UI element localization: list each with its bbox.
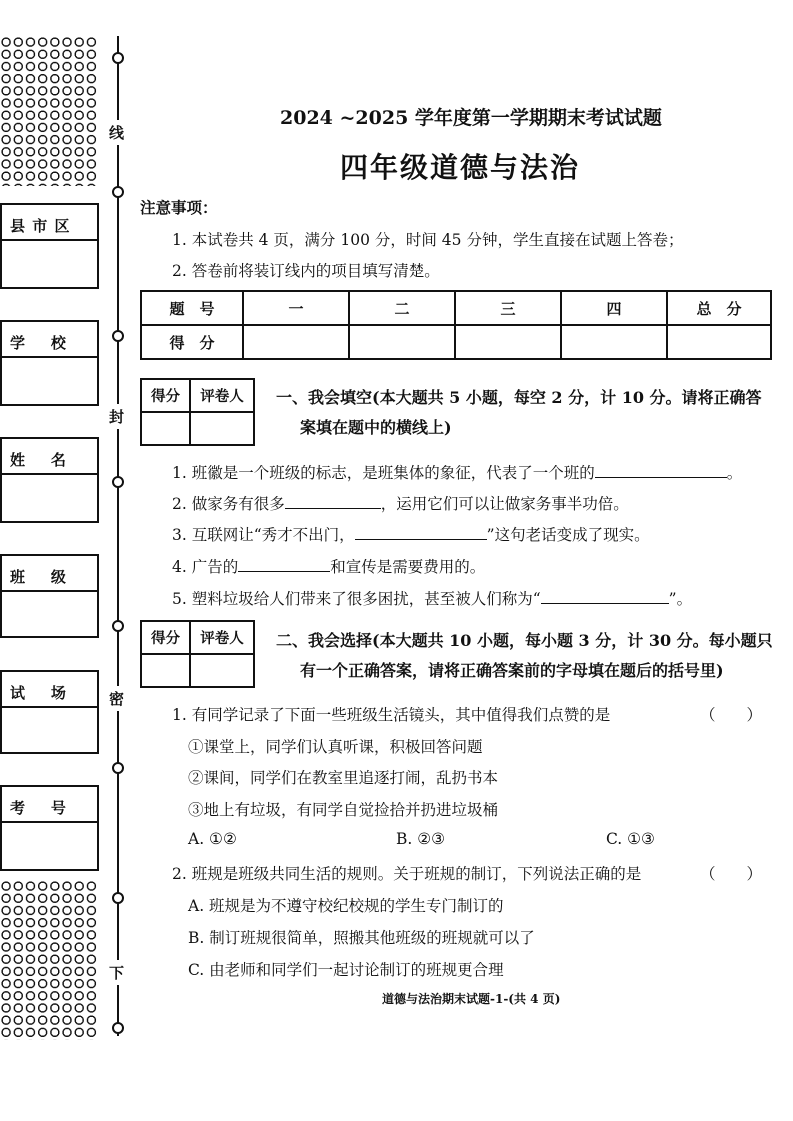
answer-blank[interactable] <box>238 557 330 572</box>
question-stem: 1. 有同学记录了下面一些班级生活镜头，其中值得我们点赞的是 <box>172 706 611 724</box>
question-text: 。 <box>726 464 743 482</box>
option-a: A. ①② <box>188 830 237 848</box>
field-county[interactable] <box>0 203 99 289</box>
field-divider <box>2 821 97 823</box>
answer-blank[interactable] <box>595 463 727 478</box>
answer-blank[interactable] <box>355 525 487 540</box>
question-text: 1. 班徽是一个班级的标志，是班集体的象征，代表了一个班的 <box>172 464 595 482</box>
table-header-cell: 二 <box>349 291 455 325</box>
question-fill-4 <box>172 555 485 577</box>
answer-blank[interactable] <box>285 494 381 509</box>
field-school[interactable] <box>0 320 99 406</box>
option-b: B. 制订班规很简单，照搬其他班级的班规就可以了 <box>188 929 535 947</box>
binding-dot-pattern-top <box>0 36 98 186</box>
binding-hole <box>112 1022 124 1034</box>
question-fill-3 <box>172 523 650 545</box>
field-divider <box>2 356 97 358</box>
field-name[interactable] <box>0 437 99 523</box>
question-stem: 2. 班规是班级共同生活的规则。关于班规的制订，下列说法正确的是 <box>172 865 642 883</box>
grader-score-cell[interactable] <box>141 654 190 687</box>
seal-char-below: 下 <box>109 960 124 985</box>
section-title-continued: 案填在题中的横线上) <box>300 418 452 437</box>
statement-item: ②课间，同学们在教室里追逐打闹，乱扔书本 <box>188 769 499 787</box>
grader-box-score-label: 得分 <box>141 621 190 654</box>
binding-hole <box>112 762 124 774</box>
field-exam-room-label: 试 场 <box>10 684 67 702</box>
question-text: ，运用它们可以让做家务事半功倍。 <box>380 495 629 513</box>
binding-hole <box>112 52 124 64</box>
notice-item: 2. 答卷前将装订线内的项目填写清楚。 <box>172 262 440 280</box>
statement-item: ③地上有垃圾，有同学自觉捡拾并扔进垃圾桶 <box>188 801 499 819</box>
score-cell[interactable] <box>455 325 561 359</box>
question-text: 4. 广告的 <box>172 558 239 576</box>
section-title: 二、我会选择(本大题共 10 小题，每小题 3 分，计 30 分。每小题只 <box>276 631 773 650</box>
table-row-label: 得 分 <box>141 325 243 359</box>
score-cell[interactable] <box>667 325 771 359</box>
table-header-cell: 三 <box>455 291 561 325</box>
question-fill-2 <box>172 492 629 514</box>
binding-hole <box>112 476 124 488</box>
question-text: 3. 互联网让“秀才不出门， <box>172 526 355 544</box>
table-header-cell: 四 <box>561 291 667 325</box>
field-county-label: 县 市 区 <box>10 217 71 235</box>
answer-blank[interactable] <box>541 589 669 604</box>
field-divider <box>2 706 97 708</box>
statement-item: ①课堂上，同学们认真听课，积极回答问题 <box>188 738 483 756</box>
field-school-label: 学 校 <box>10 334 67 352</box>
table-header-cell: 总 分 <box>667 291 771 325</box>
question-text: 和宣传是需要费用的。 <box>330 558 486 576</box>
table-header-cell: 题 号 <box>141 291 243 325</box>
field-name-label: 姓 名 <box>10 451 67 469</box>
field-exam-number-label: 考 号 <box>10 799 67 817</box>
answer-parentheses[interactable]: （ ） <box>700 865 763 883</box>
option-a: A. 班规是为不遵守校纪校规的学生专门制订的 <box>188 897 504 915</box>
grader-box-grader-label: 评卷人 <box>190 379 254 412</box>
binding-hole <box>112 330 124 342</box>
grader-box-grader-label: 评卷人 <box>190 621 254 654</box>
grader-box-score-label: 得分 <box>141 379 190 412</box>
option-c: C. 由老师和同学们一起讨论制订的班规更合理 <box>188 961 504 979</box>
table-row <box>141 291 771 325</box>
answer-parentheses[interactable]: （ ） <box>700 706 763 724</box>
grader-score-cell[interactable] <box>141 412 190 445</box>
field-class-label: 班 级 <box>10 568 67 586</box>
option-b: B. ②③ <box>396 830 446 848</box>
page-footer: 道德与法治期末试题-1-(共 4 页) <box>382 992 561 1006</box>
question-text: ”。 <box>668 590 693 608</box>
notice-heading: 注意事项： <box>140 198 218 217</box>
score-cell[interactable] <box>243 325 349 359</box>
grader-box <box>140 620 255 688</box>
field-exam-room[interactable] <box>0 670 99 754</box>
field-class[interactable] <box>0 554 99 638</box>
grader-name-cell[interactable] <box>190 654 254 687</box>
binding-hole <box>112 186 124 198</box>
option-c: C. ①③ <box>606 830 655 848</box>
binding-dot-pattern-bottom <box>0 880 98 1040</box>
table-header-cell: 一 <box>243 291 349 325</box>
table-row <box>141 325 771 359</box>
section-title-continued: 有一个正确答案，请将正确答案前的字母填在题后的括号里) <box>300 661 724 680</box>
seal-char-seal: 封 <box>109 404 124 429</box>
subject-title: 四年级道德与法治 <box>340 151 581 184</box>
question-text: 5. 塑料垃圾给人们带来了很多困扰，甚至被人们称为“ <box>172 590 541 608</box>
field-divider <box>2 239 97 241</box>
question-fill-5 <box>172 587 692 609</box>
exam-title: 2024 ~2025 学年度第一学期期末考试试题 <box>280 107 662 129</box>
score-cell[interactable] <box>349 325 455 359</box>
notice-item: 1. 本试卷共 4 页，满分 100 分，时间 45 分钟，学生直接在试题上答卷； <box>172 231 684 249</box>
grader-box <box>140 378 255 446</box>
seal-char-line: 线 <box>109 120 124 145</box>
field-divider <box>2 590 97 592</box>
question-fill-1 <box>172 461 742 483</box>
question-text: ”这句老话变成了现实。 <box>486 526 650 544</box>
field-exam-number[interactable] <box>0 785 99 871</box>
field-divider <box>2 473 97 475</box>
score-cell[interactable] <box>561 325 667 359</box>
section-title: 一、我会填空(本大题共 5 小题，每空 2 分，计 10 分。请将正确答 <box>276 388 762 407</box>
grader-name-cell[interactable] <box>190 412 254 445</box>
score-table <box>140 290 772 360</box>
seal-char-secret: 密 <box>109 686 124 711</box>
binding-hole <box>112 892 124 904</box>
question-text: 2. 做家务有很多 <box>172 495 285 513</box>
binding-hole <box>112 620 124 632</box>
